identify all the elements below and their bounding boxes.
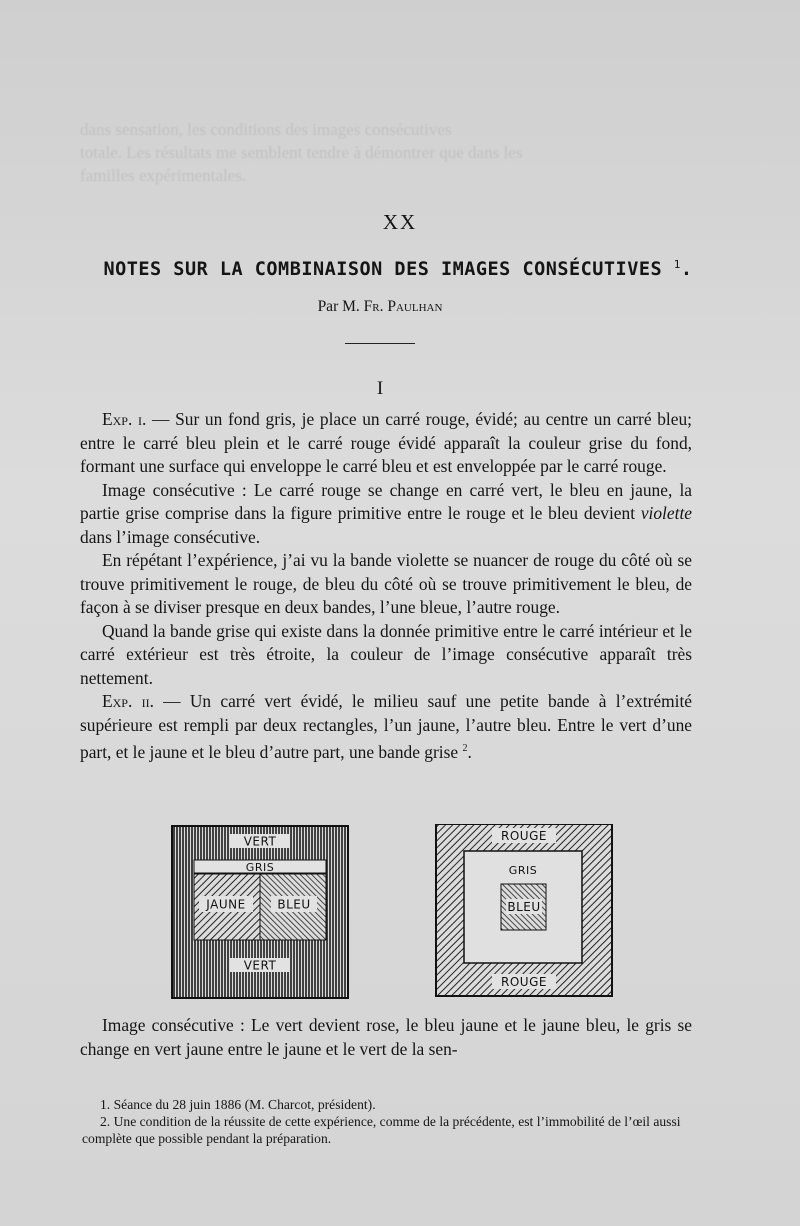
fig1-right-label: BLEU [277, 897, 311, 912]
paragraph-repetition: En répétant l’expérience, j’ai vu la bande violette se nuancer de rouge du côté où se trouve primitivement le rouge, de bleu du côté où se trouve primitivement le bleu, de façon à se diviser presque en deux bandes, l’une bleue, l’autre rouge. [80, 550, 692, 617]
fig2-bottom-label: ROUGE [501, 975, 547, 989]
article-body-continued [80, 1014, 692, 1061]
figure-1 [172, 826, 348, 998]
ghost-line: familles expérimentales. [80, 166, 247, 185]
paragraph-exp-1 [80, 408, 692, 479]
exp-1-label: Exp. i. [102, 409, 147, 429]
fig2-center-label: BLEU [507, 900, 541, 914]
footnote-2: 2. Une condition de la réussite de cette expérience, comme de la précédente, est l’immobilité de l’œil aussi complète que possible pendant la préparation. [82, 1114, 681, 1146]
fig1-top-label: VERT [243, 834, 277, 849]
ghost-line: dans sensation, les conditions des images consécutives [80, 120, 452, 139]
exp-2-label: Exp. ii. [102, 691, 154, 711]
bleed-through-text [80, 118, 700, 187]
fig1-left-label: JAUNE [206, 897, 246, 912]
article-title-text: NOTES SUR LA COMBINAISON DES IMAGES CONSÉCUTIVES [103, 259, 663, 281]
figure-2 [436, 824, 612, 996]
p2-text-b: dans l’image consécutive. [80, 526, 261, 547]
paragraph-exp-2 [80, 690, 692, 764]
author-prefix: Par M. [317, 298, 360, 315]
paragraph-image-consecutive-2: Image consécutive : Le vert devient rose, le bleu jaune et le jaune bleu, le gris se change en vert jaune entre le jaune et le vert de la sen- [80, 1015, 692, 1059]
footnote-1: 1. Séance du 28 juin 1886 (M. Charcot, président). [100, 1097, 376, 1112]
p2-emphasis: violette [640, 503, 692, 523]
author-name: Fr. Paulhan [363, 298, 443, 315]
paragraph-image-consecutive-1 [80, 479, 692, 550]
paragraph-narrow-band: Quand la bande grise qui existe dans la donnée primitive entre le carré intérieur et le carré extérieur est très étroite, la couleur de l’image consécutive apparaît très nettement. [80, 620, 692, 688]
author-line [0, 298, 760, 316]
article-title [78, 258, 718, 280]
p2-text-a: Image consécutive : Le carré rouge se change en carré vert, le bleu en jaune, la partie grise comprise dans la figure primitive entre le rouge et le bleu devient [80, 479, 692, 523]
footnotes [82, 1096, 702, 1147]
ghost-line: totale. Les résultats me semblent tendre à démontrer que dans les [80, 143, 523, 162]
fig2-top-label: ROUGE [501, 829, 547, 843]
article-number: XX [382, 210, 418, 234]
title-period: . [680, 259, 693, 281]
article-body [80, 408, 692, 764]
fig1-bottom-label: VERT [243, 958, 277, 973]
footnote-ref-2[interactable]: 2 [462, 743, 468, 754]
section-number: I [376, 378, 384, 399]
fig2-middle-label: GRIS [508, 864, 538, 877]
exp-2-text: — Un carré vert évidé, le milieu sauf une petite bande à l’extrémité supérieure est rempli par deux rectangles, l’un jaune, l’autre bleu. Entre le vert d’une part, et le jaune et le bleu d’autre part, une bande grise [80, 691, 692, 762]
exp-2-period: . [467, 741, 472, 762]
exp-1-text: — Sur un fond gris, je place un carré rouge, évidé; au centre un carré bleu; entre le carré bleu plein et le carré rouge évidé apparaît la couleur grise du fond, formant une surface qui enveloppe le carré bleu et est enveloppée par le carré rouge. [80, 409, 692, 476]
footnote-ref-1[interactable]: 1 [673, 258, 681, 271]
figures [170, 824, 620, 1004]
separator-rule [345, 343, 415, 344]
fig1-band-label: GRIS [245, 861, 275, 874]
